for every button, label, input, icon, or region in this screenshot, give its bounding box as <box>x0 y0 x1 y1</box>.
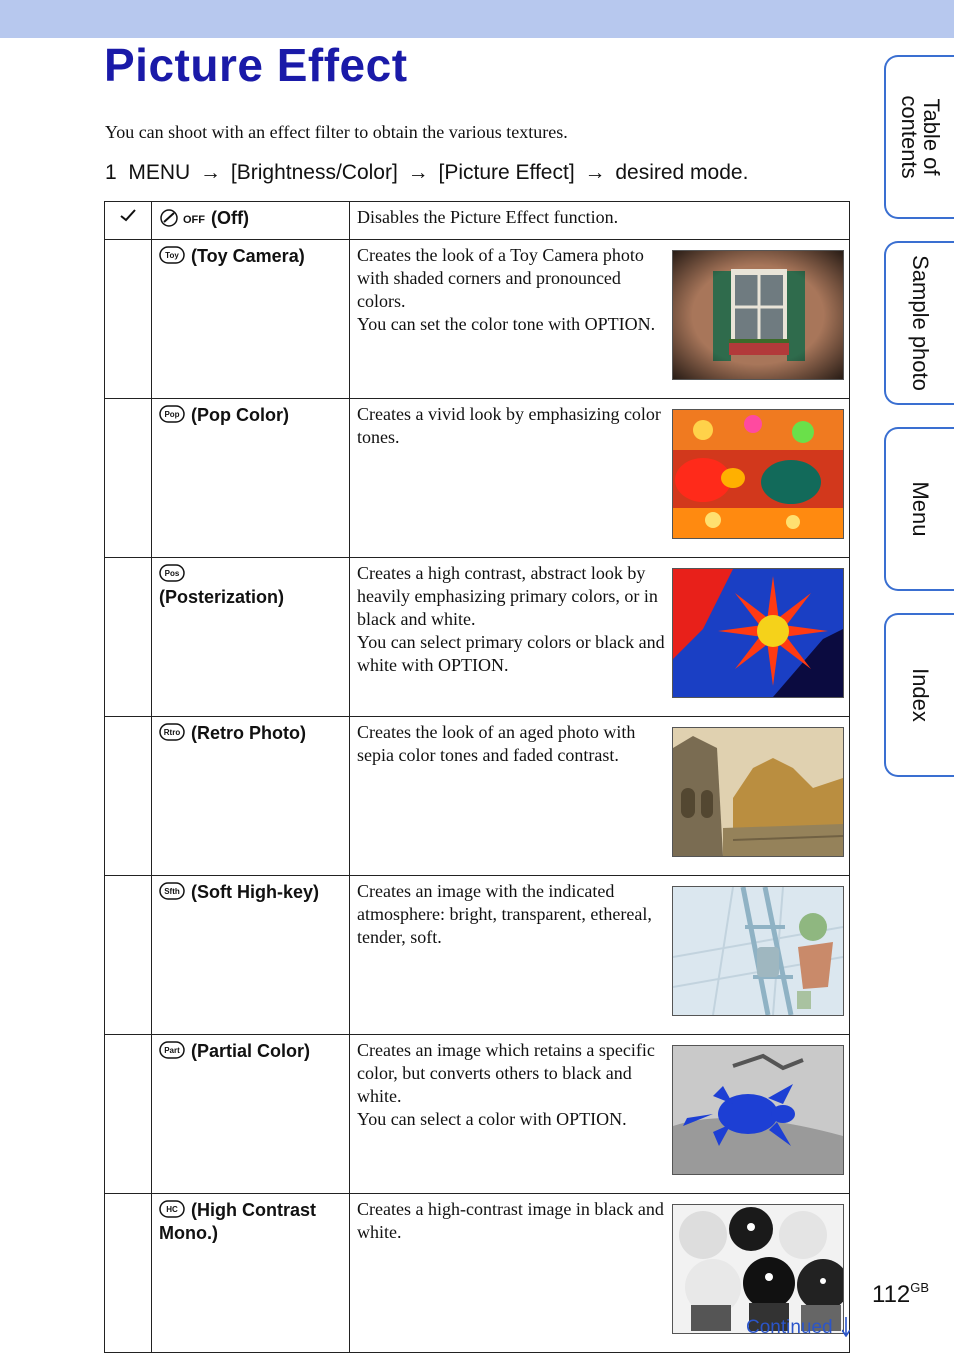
icon-label: HC <box>166 1205 178 1214</box>
table-row <box>105 717 850 876</box>
icon-label: Toy <box>165 251 179 260</box>
table-row <box>105 1035 850 1194</box>
page-suffix: GB <box>910 1280 930 1295</box>
toy-camera-icon <box>159 245 185 265</box>
tab-label: Index <box>908 668 933 722</box>
desired-mode-label: desired mode. <box>615 161 749 184</box>
sample-photo-toy-camera <box>672 250 844 380</box>
tab-sample-photo[interactable] <box>884 241 954 405</box>
sample-photo-partial-color <box>672 1045 844 1175</box>
table-row <box>105 558 850 717</box>
top-banner <box>0 0 954 38</box>
icon-label: Part <box>164 1046 180 1055</box>
arrow-down-icon <box>842 1317 850 1337</box>
effect-description: Creates an image with the indicated atmosphere: bright, transparent, ethereal, tender, soft. <box>357 881 652 947</box>
effect-desc-cell <box>350 240 850 399</box>
sample-photo-high-contrast-mono <box>672 1204 844 1334</box>
icon-label: Rtro <box>163 728 181 737</box>
effect-name: (Toy Camera) <box>191 246 305 266</box>
posterization-icon <box>159 563 185 583</box>
table-row <box>105 399 850 558</box>
off-effect-icon <box>159 209 205 227</box>
effect-name-cell <box>152 876 350 1035</box>
brightness-color-label: [Brightness/Color] <box>230 161 398 184</box>
checkmark-icon <box>119 208 137 222</box>
effect-name: (Off) <box>211 208 249 228</box>
step-number: 1 <box>105 161 117 184</box>
effect-name: (High Contrast Mono.) <box>159 1200 316 1243</box>
effect-description: Creates a high-contrast image in black and white. <box>357 1199 664 1242</box>
effect-description: Creates the look of an aged photo with sepia color tones and faded contrast. <box>357 722 636 765</box>
effect-name: (Pop Color) <box>191 405 289 425</box>
table-row <box>105 202 850 240</box>
effect-name-cell <box>152 202 350 240</box>
table-row <box>105 1194 850 1353</box>
effect-name-cell <box>152 399 350 558</box>
effect-desc-cell <box>350 558 850 717</box>
partial-color-icon <box>159 1040 185 1060</box>
retro-photo-icon <box>159 722 185 742</box>
menu-label: MENU <box>128 161 191 184</box>
effect-name: (Partial Color) <box>191 1041 311 1061</box>
sample-photo-posterization <box>672 568 844 698</box>
table-row <box>105 876 850 1035</box>
icon-label: OFF <box>183 214 205 226</box>
effect-desc-cell <box>350 1035 850 1194</box>
soft-high-key-icon <box>159 881 185 901</box>
page-number: $112^{GB}$ <box>872 1280 930 1308</box>
effect-desc-cell <box>350 202 850 240</box>
effects-table <box>104 201 850 1353</box>
effect-name-cell <box>152 717 350 876</box>
page-title: Picture Effect <box>104 39 408 91</box>
effect-name-cell <box>152 1035 350 1194</box>
sample-photo-retro-photo <box>672 727 844 857</box>
sample-photo-pop-color <box>672 409 844 539</box>
icon-label: Pos <box>164 569 180 578</box>
default-mark-cell <box>105 202 152 240</box>
effect-description: Creates an image which retains a specific color, but converts others to black and white. You can select a color with OPTION. <box>357 1040 655 1129</box>
sample-photo-soft-high-key <box>672 886 844 1016</box>
effect-description: Creates a vivid look by emphasizing color tones. <box>357 404 661 447</box>
menu-path-instruction <box>105 161 748 185</box>
effect-name-cell <box>152 240 350 399</box>
effect-description: Disables the Picture Effect function. <box>357 207 619 227</box>
tab-label: Table of contents <box>897 95 944 179</box>
effect-description: Creates the look of a Toy Camera photo with shaded corners and pronounced colors. You can set the color tone with OPTION. <box>357 245 656 334</box>
icon-label: Pop <box>164 410 180 419</box>
arrow-right-icon: → <box>407 161 429 184</box>
arrow-right-icon: → <box>584 161 606 184</box>
tab-label: Menu <box>908 481 933 537</box>
effect-description: Creates a high contrast, abstract look by heavily emphasizing primary colors, or in black and white. You can select primary colors or black and white with OPTION. <box>357 563 665 675</box>
icon-label: Sfth <box>164 887 180 896</box>
arrow-right-icon: → <box>200 161 222 184</box>
tab-index[interactable] <box>884 613 954 777</box>
tab-table-of-contents[interactable] <box>884 55 954 219</box>
pop-color-icon <box>159 404 185 424</box>
effect-desc-cell <box>350 876 850 1035</box>
tab-label: Sample photo <box>908 255 933 391</box>
table-row <box>105 240 850 399</box>
tab-menu[interactable] <box>884 427 954 591</box>
continued-label: Continued <box>746 1317 833 1338</box>
effect-name: (Retro Photo) <box>191 723 306 743</box>
intro-text: You can shoot with an effect filter to obtain the various textures. <box>105 122 568 142</box>
picture-effect-label: [Picture Effect] <box>438 161 575 184</box>
effect-name: (Soft High-key) <box>191 882 319 902</box>
effect-name: (Posterization) <box>159 587 285 607</box>
effect-desc-cell <box>350 399 850 558</box>
effect-name-cell <box>152 558 350 717</box>
effect-desc-cell <box>350 717 850 876</box>
continued-link[interactable] <box>746 1317 850 1339</box>
effect-name-cell <box>152 1194 350 1353</box>
high-contrast-mono-icon <box>159 1199 185 1219</box>
